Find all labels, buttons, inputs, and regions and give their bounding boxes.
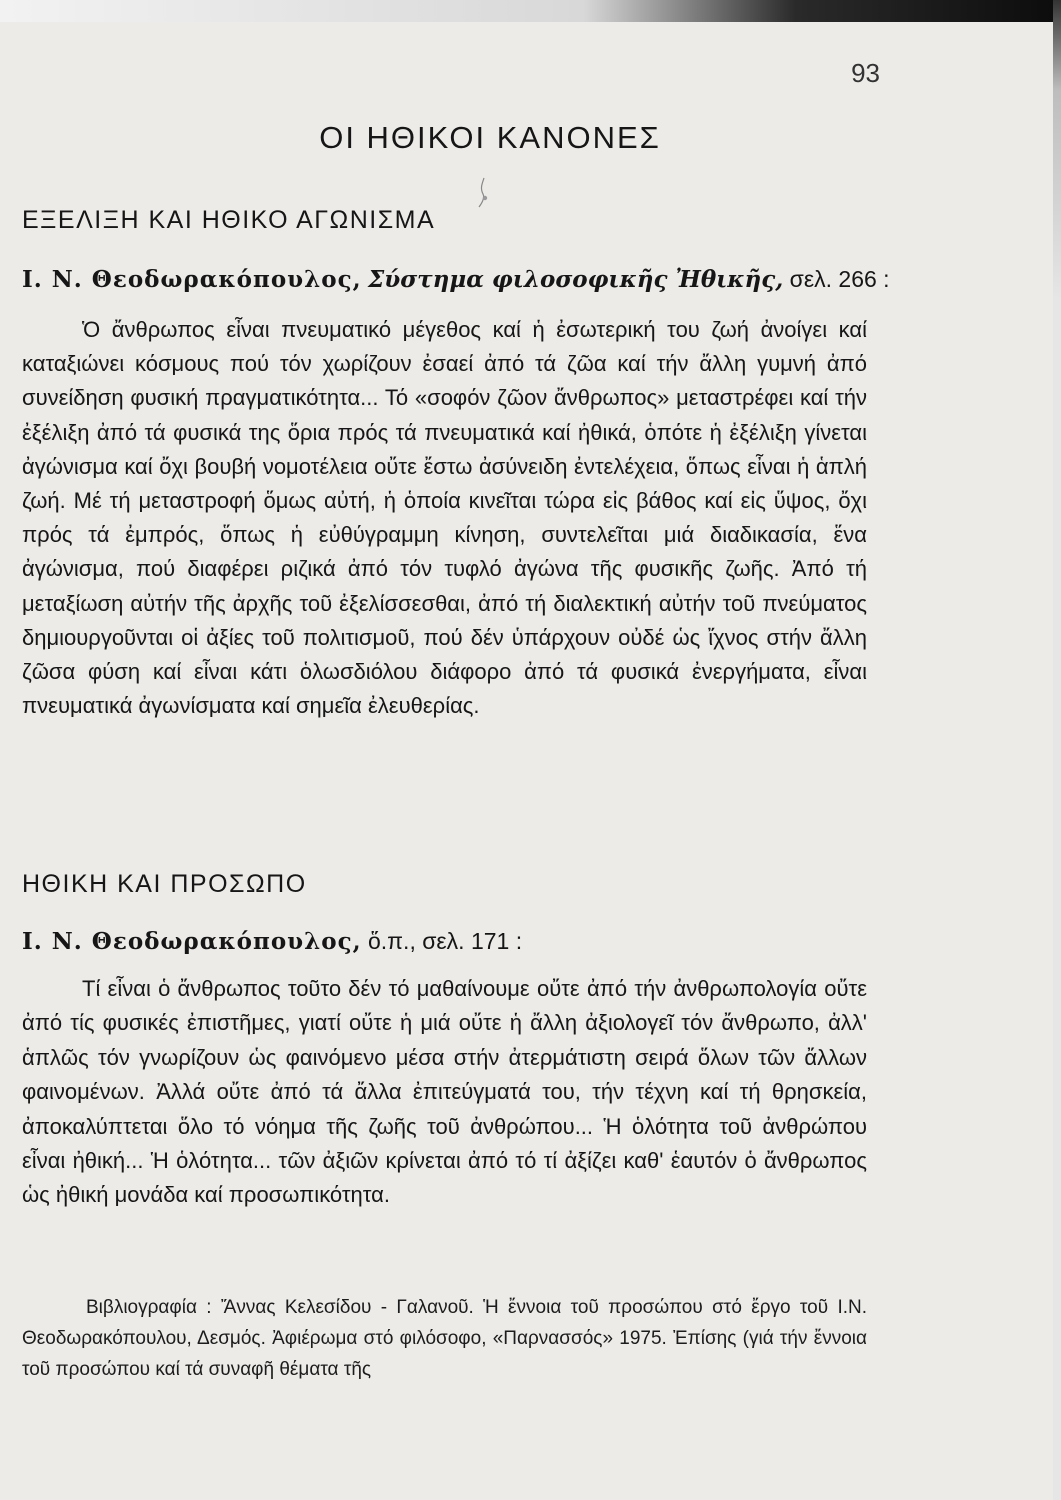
- citation-2: [22, 928, 522, 955]
- citation-1: [22, 266, 890, 293]
- ink-smudge-icon: [470, 176, 498, 210]
- quote-paragraph-evolution: Ὁ ἄνθρωπος εἶναι πνευματικό μέγεθος καί ἡ ἐσωτερική του ζωή ἀνοίγει καί καταξιώνει κόσμους πού τόν χωρίζουν ἐσαεί ἀπό τά ζῶα καί τήν ἄλλη γυμνή ἀπό συνείδηση φυσική πραγματικότητα... Τό «σοφόν ζῶον ἄνθρωπος» μεταστρέφει καί τήν ἐξέλιξη ἀπό τά φυσικά της ὅρια πρός τά πνευματικά καί ἠθικά, ὁπότε ἡ ἐξέλιξη γίνεται ἀγώνισμα καί ὄχι βουβή νομοτέλεια οὔτε ἔστω ἀσύνειδη ἐντελέχεια, ὅπως εἶναι ἡ ἁπλή ζωή. Μέ τή μεταστροφή ὅμως αὐτή, ἡ ὁποία κινεῖται τώρα εἰς βάθος καί εἰς ὕψος, ὄχι πρός τά ἐμπρός, ὅπως ἡ εὐθύγραμμη κίνηση, συντελεῖται μιά διαδικασία, ἕνα ἀγώνισμα, πού διαφέρει ριζικά ἀπό τόν τυφλό ἀγώνα τῆς φυσικῆς ζωῆς. Ἀπό τή μεταξίωση αὐτήν τῆς ἀρχῆς τοῦ ἐξελίσσεσθαι, ἀπό τή διαλεκτική αὐτήν τοῦ πνεύματος δημιουργοῦνται οἱ ἀξίες τοῦ πολιτισμοῦ, πού δέν ὑπάρχουν οὐδέ ὡς ἴχνος στήν ἄλλη ζῶσα φύση καί εἶναι κάτι ὁλωσδιόλου διάφορο ἀπό τά φυσικά ἐνεργήματα, εἶναι πνευματικά ἀγωνίσματα καί σημεῖα ἐλευθερίας.: [22, 317, 867, 719]
- bibliography-note: Βιβλιογραφία : Ἄννας Κελεσίδου - Γαλανοῦ. Ἡ ἔννοια τοῦ προσώπου στό ἔργο τοῦ Ι.Ν. Θεοδωρακόπουλου, Δεσμός. Ἀφιέρωμα στό φιλόσοφο, «Παρνασσός» 1975. Ἐπίσης (γιά τήν ἔννοια τοῦ προσώπου καί τά συναφῆ θέματα τῆς: [22, 1297, 867, 1380]
- citation-page: σελ. 266 :: [783, 266, 890, 292]
- chapter-title: ΟΙ ΗΘΙΚΟΙ ΚΑΝΟΝΕΣ: [319, 120, 661, 155]
- page-number: 93: [851, 58, 880, 88]
- citation-author: Ι. Ν. Θεοδωρακόπουλος,: [22, 266, 362, 293]
- citation-author: Ι. Ν. Θεοδωρακόπουλος,: [22, 928, 362, 955]
- section-heading-person: ΗΘΙΚΗ ΚΑΙ ΠΡΟΣΩΠΟ: [22, 870, 307, 898]
- citation-work-title: Σύστημα φιλοσοφικῆς Ἠθικῆς,: [368, 266, 784, 293]
- quote-paragraph-person: Τί εἶναι ὁ ἄνθρωπος τοῦτο δέν τό μαθαίνουμε οὔτε ἀπό τήν ἀνθρωπολογία οὔτε ἀπό τίς φυσικές ἐπιστῆμες, γιατί οὔτε ἡ μιά οὔτε ἡ ἄλλη ἀξιολογεῖ τόν ἄνθρωπο, ἀλλ' ἁπλῶς τόν γνωρίζουν ὡς φαινόμενο μέσα στήν ἀτερμάτιστη σειρά ὅλων τῶν ἄλλων φαινομένων. Ἀλλά οὔτε ἀπό τά ἄλλα ἐπιτεύγματά του, τήν τέχνη καί τή θρησκεία, ἀποκαλύπτεται ὅλο τό νόημα τῆς ζωῆς τοῦ ἀνθρώπου... Ἡ ὁλότητα τοῦ ἀνθρώπου εἶναι ἠθική... Ἡ ὁλότητα... τῶν ἀξιῶν κρίνεται ἀπό τό τί ἀξίζει καθ' ἑαυτόν ὁ ἄνθρωπος ὡς ἠθική μονάδα καί προσωπικότητα.: [22, 976, 867, 1208]
- citation-page: ὅ.π., σελ. 171 :: [361, 928, 523, 954]
- section-heading-evolution: ΕΞΕΛΙΞΗ ΚΑΙ ΗΘΙΚΟ ΑΓΩΝΙΣΜΑ: [22, 206, 436, 234]
